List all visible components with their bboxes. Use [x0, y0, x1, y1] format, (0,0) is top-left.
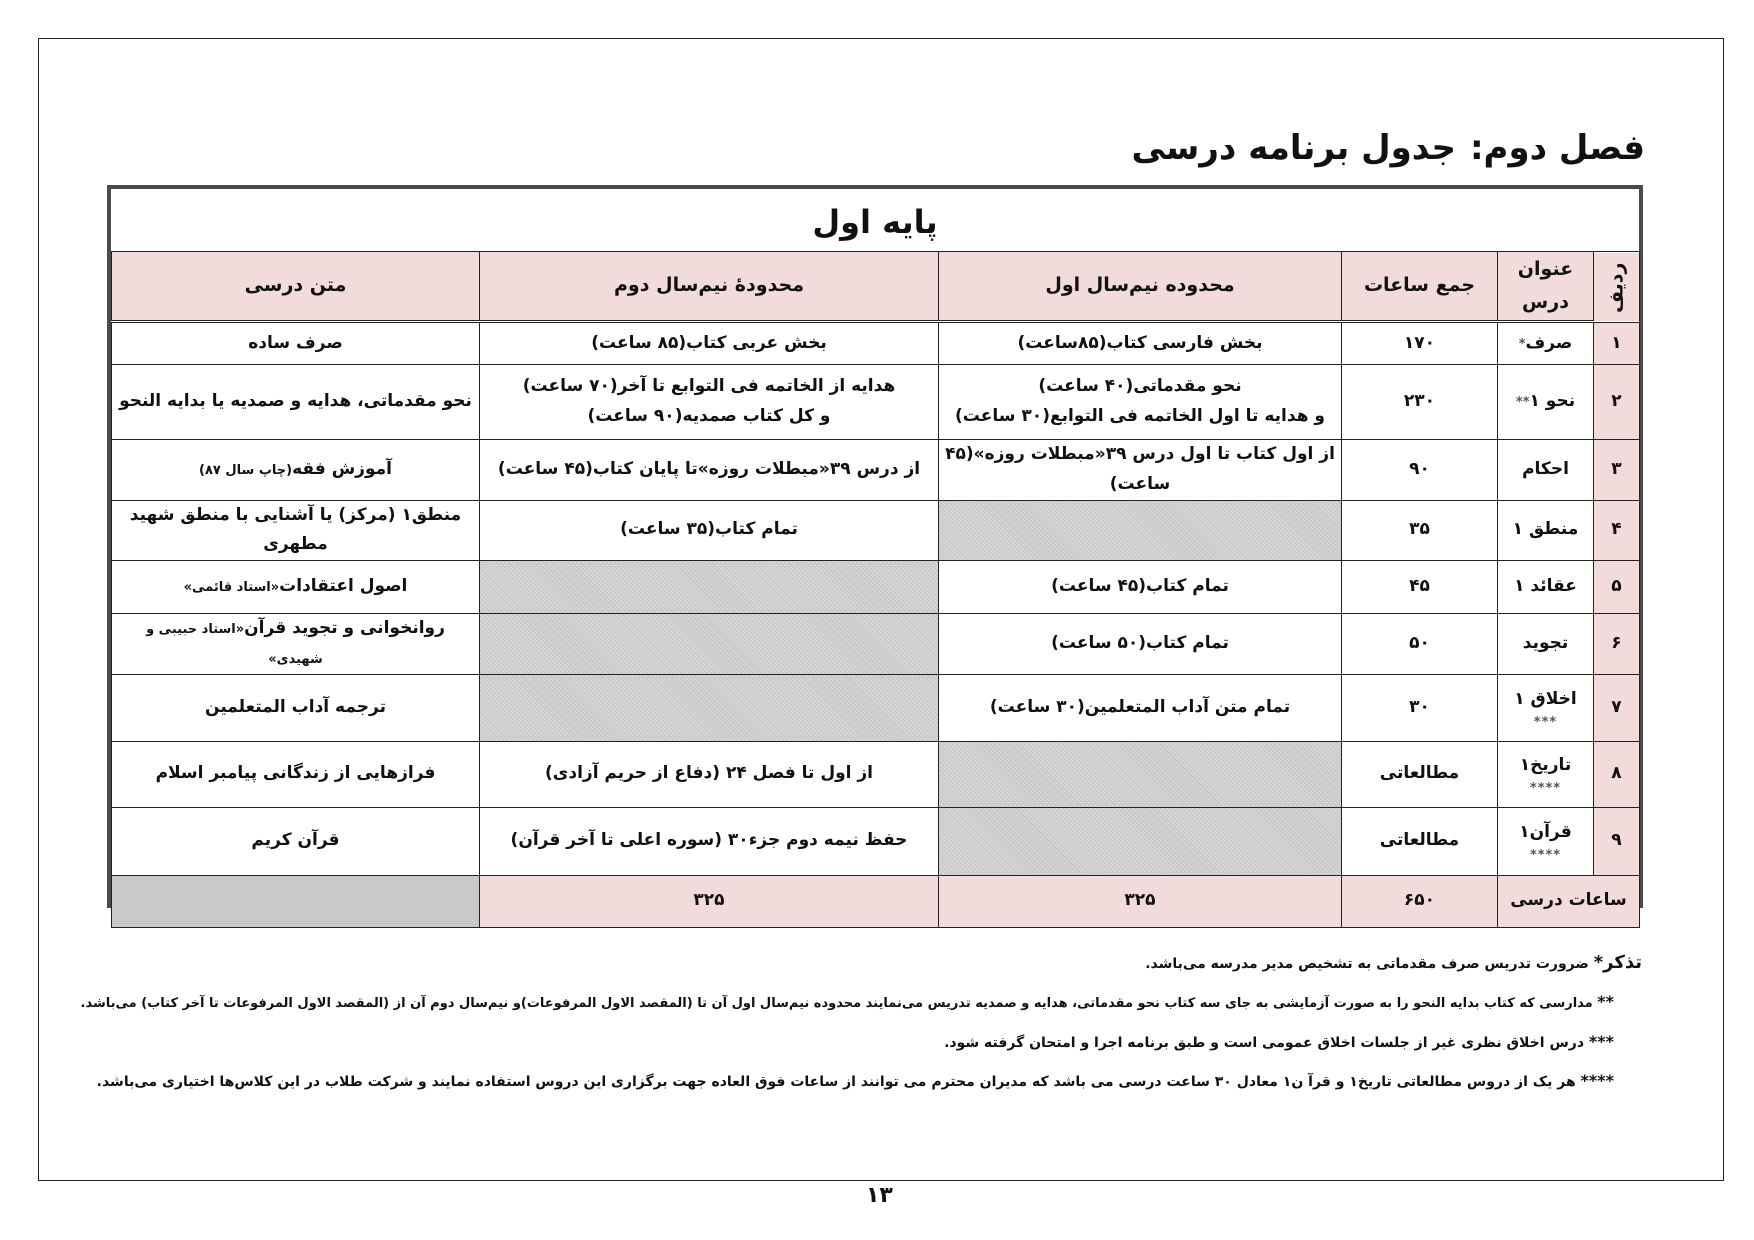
table-row — [112, 561, 1640, 614]
total-second-semester: ۳۲۵ — [480, 875, 939, 927]
header-row-no: ردیف — [1594, 252, 1640, 322]
footnote-mark: ** — [1597, 992, 1614, 1011]
curriculum-table — [107, 185, 1643, 911]
second-semester-range: از درس ۳۹«مبطلات روزه»تا پایان کتاب(۴۵ ساعت) — [480, 440, 939, 501]
textbook — [112, 614, 480, 675]
total-hours: ۹۰ — [1342, 440, 1498, 501]
curriculum-grid — [111, 251, 1640, 928]
chapter-name: جدول برنامه درسی — [1131, 128, 1456, 168]
header-course-title-line2: درس — [1522, 291, 1569, 313]
total-label: ساعات درسی — [1498, 875, 1640, 927]
table-row — [112, 322, 1640, 365]
first-semester-line2: و هدایه تا اول الخاتمه فی التوابع(۳۰ ساعت) — [955, 406, 1325, 426]
header-textbook: متن درسی — [112, 252, 480, 322]
second-semester-range: حفظ نیمه دوم جزء۳۰ (سوره اعلی تا آخر قرآن) — [480, 807, 939, 875]
table-row — [112, 674, 1640, 741]
course-title — [1498, 440, 1594, 501]
course-title — [1498, 365, 1594, 440]
footnote-mark: **** — [1580, 1071, 1614, 1090]
first-semester-empty — [939, 807, 1342, 875]
course-name: نحو ۱ — [1529, 391, 1576, 412]
second-semester-range: تمام کتاب(۳۵ ساعت) — [480, 500, 939, 561]
footnote-stars: **** — [1529, 848, 1562, 864]
total-textbook-empty — [112, 875, 480, 927]
total-first-semester: ۳۲۵ — [939, 875, 1342, 927]
table-row — [112, 500, 1640, 561]
textbook — [112, 561, 480, 614]
course-name: قرآن۱ — [1519, 822, 1572, 843]
textbook-edition: (چاپ سال ۸۷) — [199, 462, 293, 478]
textbook: قرآن کریم — [112, 807, 480, 875]
total-hours-sum: ۶۵۰ — [1342, 875, 1498, 927]
course-title: عقائد ۱ — [1498, 561, 1594, 614]
course-title — [1498, 741, 1594, 807]
second-semester-line1: هدایه از الخاتمه فی التوابع تا آخر(۷۰ ساعت) — [522, 376, 896, 397]
first-semester-empty — [939, 500, 1342, 561]
total-hours: ۳۵ — [1342, 500, 1498, 561]
chapter-title — [1132, 128, 1645, 168]
second-semester-range — [480, 365, 939, 440]
course-title: تجوید — [1498, 614, 1594, 675]
table-row — [112, 807, 1640, 875]
textbook-title: روانخوانی و تجوید قرآن — [244, 618, 445, 638]
footnote-3-stars — [944, 1032, 1614, 1051]
row-number: ۹ — [1594, 807, 1640, 875]
first-semester-empty — [939, 741, 1342, 807]
first-semester-range: بخش فارسی کتاب(۸۵ساعت) — [939, 322, 1342, 365]
reminder-label: تذکر* — [1593, 952, 1642, 973]
footnote-stars: ** — [1515, 395, 1530, 411]
page-number: ۱۳ — [866, 1183, 893, 1208]
total-hours: ۵۰ — [1342, 614, 1498, 675]
textbook: ترجمه آداب المتعلمین — [112, 674, 480, 741]
first-semester-range — [939, 365, 1342, 440]
row-number: ۱ — [1594, 322, 1640, 365]
total-hours: ۴۵ — [1342, 561, 1498, 614]
course-name: اخلاق ۱ — [1514, 688, 1577, 709]
course-title: منطق ۱ — [1498, 500, 1594, 561]
textbook-title: آموزش فقه — [292, 458, 392, 479]
row-number: ۷ — [1594, 674, 1640, 741]
textbook: منطق۱ (مرکز) یا آشنایی با منطق شهید مطهری — [112, 500, 480, 561]
chapter-number: فصل دوم: — [1469, 128, 1645, 168]
first-semester-range: تمام کتاب(۵۰ ساعت) — [939, 614, 1342, 675]
second-semester-range: از اول تا فصل ۲۴ (دفاع از حریم آزادی) — [480, 741, 939, 807]
footnote-2-stars — [81, 992, 1614, 1011]
footnote-4-stars — [97, 1071, 1614, 1090]
footnote-stars: * — [1518, 336, 1526, 352]
course-title — [1498, 674, 1594, 741]
header-second-semester: محدودهٔ نیم‌سال دوم — [480, 252, 939, 322]
table-row — [112, 440, 1640, 501]
footnote-mark: *** — [1588, 1032, 1614, 1051]
first-semester-range: تمام متن آداب المتعلمین(۳۰ ساعت) — [939, 674, 1342, 741]
footnote-text: هر یک از دروس مطالعاتی تاریخ۱ و قرآ ن۱ معادل ۳۰ ساعت درسی می باشد که مدیران محترم می توانند از ساعات فوق العاده جهت برگزاری این دروس استفاده نمایند و شرکت طلاب در این کلاس‌ها اختیاری می‌باشد. — [96, 1074, 1581, 1090]
course-title — [1498, 807, 1594, 875]
row-number: ۴ — [1594, 500, 1640, 561]
total-hours: ۲۳۰ — [1342, 365, 1498, 440]
footnote-stars: *** — [1533, 714, 1558, 730]
course-name: احکام — [1522, 458, 1569, 479]
textbook-author: «استاد قائمی» — [183, 580, 280, 596]
total-row — [112, 875, 1640, 927]
header-first-semester: محدوده نیم‌سال اول — [939, 252, 1342, 322]
first-semester-range: از اول کتاب تا اول درس ۳۹«مبطلات روزه»(۴۵ ساعت) — [939, 440, 1342, 501]
second-semester-empty — [480, 674, 939, 741]
row-number: ۲ — [1594, 365, 1640, 440]
course-name: تاریخ۱ — [1519, 755, 1572, 776]
second-semester-line2: و کل کتاب صمدیه(۹۰ ساعت) — [587, 406, 831, 426]
second-semester-empty — [480, 614, 939, 675]
footnote-reminder — [1145, 952, 1642, 973]
total-hours: ۱۷۰ — [1342, 322, 1498, 365]
second-semester-empty — [480, 561, 939, 614]
first-semester-line1: نحو مقدماتی(۴۰ ساعت) — [1038, 376, 1242, 397]
header-course-title-line1: عنوان — [1517, 257, 1574, 280]
table-row — [112, 741, 1640, 807]
header-course-title — [1498, 252, 1594, 322]
textbook-author: «استاد حبیبی و شهیدی» — [146, 622, 323, 667]
total-hours: مطالعاتی — [1342, 807, 1498, 875]
total-hours: ۳۰ — [1342, 674, 1498, 741]
table-title: پایه اول — [812, 203, 938, 241]
row-number: ۵ — [1594, 561, 1640, 614]
textbook: صرف ساده — [112, 322, 480, 365]
total-hours: مطالعاتی — [1342, 741, 1498, 807]
header-row — [112, 252, 1640, 322]
textbook — [112, 440, 480, 501]
table-row — [112, 614, 1640, 675]
footnote-text: مدارسی که کتاب بدایه النحو را به صورت آزمایشی به جای سه کتاب نحو مقدماتی، هدایه و صمدیه تدریس می‌نمایند محدوده نیم‌سال اول آن تا (المقصد الاول المرفوعات)و نیم‌سال دوم آن از (المقصد الاول المرفوعات تا آخر کتاب) می‌باشد. — [80, 996, 1598, 1011]
textbook: فرازهایی از زندگانی پیامبر اسلام — [112, 741, 480, 807]
textbook: نحو مقدماتی، هدایه و صمدیه یا بدایه النحو — [112, 365, 480, 440]
second-semester-range: بخش عربی کتاب(۸۵ ساعت) — [480, 322, 939, 365]
course-name: صرف — [1525, 332, 1573, 353]
header-total-hours: جمع ساعات — [1342, 252, 1498, 322]
footnote-stars: **** — [1529, 781, 1562, 797]
course-title — [1498, 322, 1594, 365]
textbook-title: اصول اعتقادات — [279, 576, 408, 597]
footnote-text: درس اخلاق نظری غیر از جلسات اخلاق عمومی است و طبق برنامه اجرا و امتحان گرفته شود. — [944, 1035, 1589, 1051]
table-row — [112, 365, 1640, 440]
row-number: ۸ — [1594, 741, 1640, 807]
row-number: ۳ — [1594, 440, 1640, 501]
row-number: ۶ — [1594, 614, 1640, 675]
first-semester-range: تمام کتاب(۴۵ ساعت) — [939, 561, 1342, 614]
reminder-text: ضرورت تدریس صرف مقدماتی به تشخیص مدیر مدرسه می‌باشد. — [1145, 956, 1594, 972]
